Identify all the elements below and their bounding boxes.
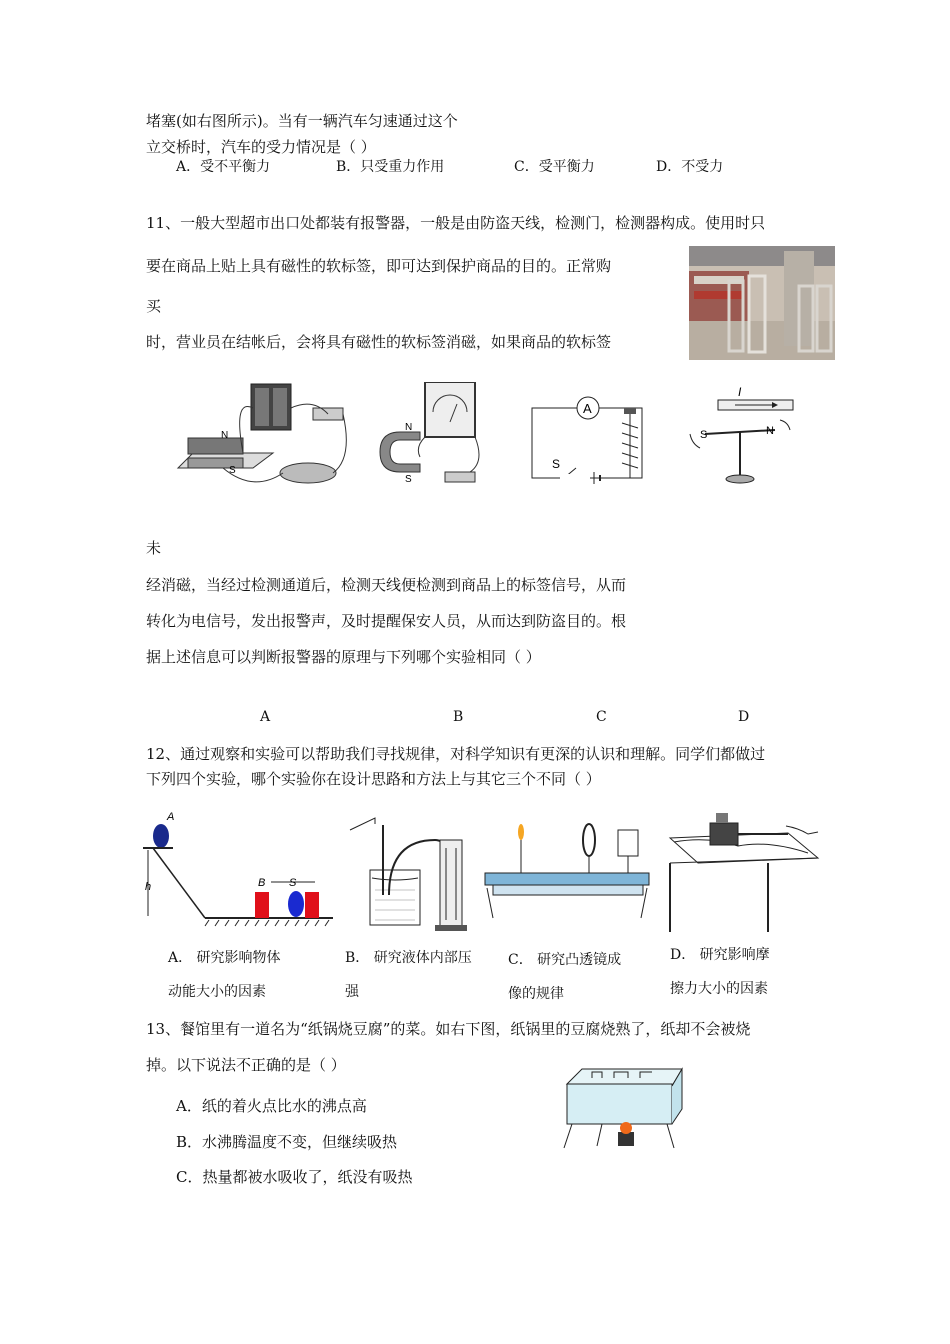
q10-line1: 堵塞(如右图所示)。当有一辆汽车匀速通过这个 <box>146 112 458 130</box>
q11-line2: 要在商品上贴上具有磁性的软标签，即可达到保护商品的目的。正常购 <box>146 257 612 275</box>
q11-line7: 转化为电信号，发出报警声，及时提醒保安人员，从而达到防盗目的。根 <box>146 612 627 630</box>
q12-line1: 12、通过观察和实验可以帮助我们寻找规律，对科学知识有更深的认识和理解。同学们都做过 <box>146 745 766 763</box>
q12-caption-a-line1: A． 研究影响物体 <box>168 950 281 966</box>
q11-line6: 经消磁，当经过检测通道后，检测天线便检测到商品上的标签信号，从而 <box>146 576 627 594</box>
q10-option-b: B．只受重力作用 <box>336 159 445 175</box>
supermarket-gate-photo <box>689 246 835 360</box>
q12-caption-c-line1: C． 研究凸透镜成 <box>508 952 622 968</box>
q11-option-b: B <box>453 709 464 725</box>
q10-option-a: A．受不平衡力 <box>176 159 271 175</box>
q11-figure-a <box>163 378 363 493</box>
q12-figure-a-ramp <box>143 810 335 928</box>
q12-figure-d-friction <box>668 808 828 932</box>
q12-caption-c-line2: 像的规律 <box>508 986 564 1002</box>
q11-line1: 11、一般大型超市出口处都装有报警器，一般是由防盗天线，检测门，检测器构成。使用时只 <box>146 214 766 232</box>
q11-figure-b <box>375 382 485 492</box>
q12-figure-c-lens <box>483 818 651 926</box>
q10-line2: 立交桥时，汽车的受力情况是（ ） <box>146 138 376 156</box>
q11-line4: 时，营业员在结帐后，会将具有磁性的软标签消磁，如果商品的软标签 <box>146 333 612 351</box>
q13-line1: 13、餐馆里有一道名为“纸锅烧豆腐”的菜。如右下图，纸锅里的豆腐烧熟了，纸却不会被烧 <box>146 1020 751 1038</box>
q11-option-a: A <box>260 709 271 725</box>
fig-d-s-label: S <box>700 429 708 441</box>
fig-b-s-label: S <box>405 474 412 485</box>
q11-option-d: D <box>738 709 750 725</box>
q13-option-c: C．热量都被水吸收了，纸没有吸热 <box>176 1168 413 1186</box>
q10-option-c: C．受平衡力 <box>514 159 595 175</box>
fig-c-switch-label: S <box>552 457 561 471</box>
q12-caption-a-line2: 动能大小的因素 <box>168 984 266 1000</box>
q11-line3: 买 <box>146 297 162 315</box>
q12-figure-b-pressure <box>345 810 485 932</box>
fig-c-meter-label: A <box>583 401 592 416</box>
q13-paper-pot-figure <box>562 1064 688 1150</box>
fig-a-block-label: B <box>258 877 266 889</box>
fig-b-n-label: N <box>405 422 413 433</box>
q11-line8: 据上述信息可以判断报警器的原理与下列哪个实验相同（ ） <box>146 648 541 666</box>
fig-a-height-label: h <box>145 881 152 893</box>
q13-option-b: B．水沸腾温度不变，但继续吸热 <box>176 1133 398 1151</box>
q12-caption-b-line2: 强 <box>345 984 359 1000</box>
q13-option-a: A．纸的着火点比水的沸点高 <box>176 1097 367 1115</box>
fig-a-ball-label: A <box>167 811 175 823</box>
fig-d-n-label: N <box>766 425 774 437</box>
q11-figure-d <box>680 382 800 492</box>
fig-a-s-label: S <box>229 465 236 476</box>
fig-d-current-label: I <box>738 385 742 399</box>
q11-figure-c <box>524 388 654 488</box>
q12-line2: 下列四个实验，哪个实验你在设计思路和方法上与其它三个不同（ ） <box>146 770 601 788</box>
q12-caption-d-line1: D． 研究影响摩 <box>670 947 770 963</box>
fig-a-distance-label: S <box>289 877 297 889</box>
q11-line5: 未 <box>146 539 162 557</box>
q11-option-c: C <box>596 709 607 725</box>
q12-caption-b-line1: B． 研究液体内部压 <box>345 950 472 966</box>
q12-caption-d-line2: 擦力大小的因素 <box>670 981 768 997</box>
q13-line2: 掉。以下说法不正确的是（ ） <box>146 1056 346 1074</box>
q10-option-d: D．不受力 <box>656 159 724 175</box>
fig-a-n-label: N <box>221 430 229 441</box>
